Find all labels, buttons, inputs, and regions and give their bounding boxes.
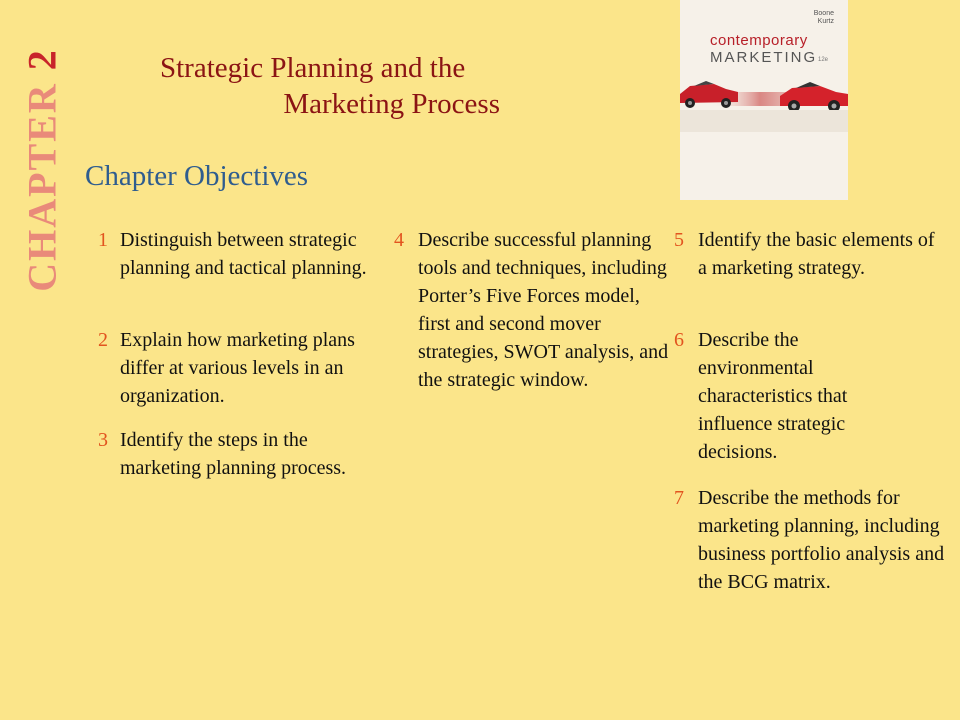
objective-text: Identify the steps in the marketing planning process. [120, 429, 347, 479]
red-cars-illustration [680, 72, 848, 132]
objective-number: 1 [98, 229, 108, 251]
objective-number: 5 [674, 229, 684, 251]
objective-text: Identify the basic elements of a marketing strategy. [698, 229, 935, 279]
objective-text: Describe the methods for marketing planning, including business portfolio analysis and the BCG matrix. [698, 487, 945, 593]
title-line-2: Marketing Process [283, 88, 500, 120]
book-authors: Boone Kurtz [813, 10, 834, 25]
objective-number: 4 [394, 229, 404, 251]
book-brand-line-2: MARKETING [710, 49, 818, 66]
slide-title [160, 50, 500, 122]
chapter-label [18, 30, 66, 310]
objective-number: 6 [674, 329, 684, 351]
chapter-word: CHAPTER [19, 82, 65, 292]
title-line-1: Strategic Planning and the [160, 52, 466, 84]
chapter-number: 2 [19, 48, 65, 71]
objective-number: 3 [98, 429, 108, 451]
book-brand-line-1: contemporary [710, 32, 808, 49]
objective-text: Explain how marketing plans differ at various levels in an organization. [120, 329, 355, 407]
objective-number: 2 [98, 329, 108, 351]
objective-text: Describe the environmental characteristics that influence strategic decisions. [698, 329, 848, 463]
book-cover-image [680, 0, 848, 200]
objective-text: Distinguish between strategic planning and tactical planning. [120, 229, 367, 279]
book-edition: 12e [818, 57, 829, 63]
section-heading: Chapter Objectives [85, 160, 309, 192]
objective-number: 7 [674, 487, 684, 509]
objective-text: Describe successful planning tools and techniques, including Porter’s Five Forces model, first and second mover strategies, SWOT analysis, and the strategic window. [418, 229, 669, 391]
